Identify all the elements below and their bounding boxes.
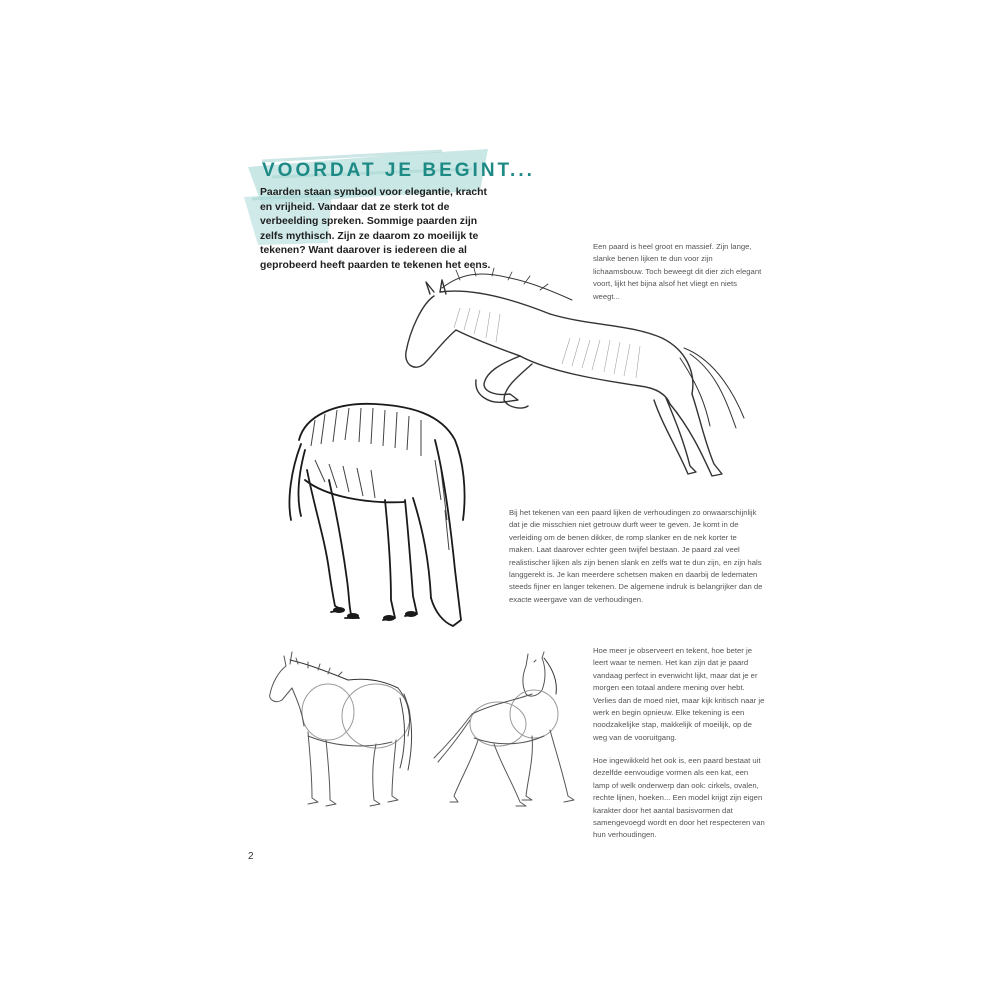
paragraph-size: Een paard is heel groot en massief. Zijn lange, slanke benen lijken te dun voor zijn lichaamsbouw. Toch beweegt dit dier zich elegant voort, lijkt het bijna alsof het vliegt en niets weegt... bbox=[593, 242, 762, 301]
paragraph-observe: Hoe meer je observeert en tekent, hoe beter je leert waar te nemen. Het kan zijn dat je paard vandaag perfect in evenwicht lijkt, maar dat je er morgen een totaal andere mening over hebt. Verlies dan de moed niet, maar kijk kritisch naar je werk en begin opnieuw. Elke tekening is een noodzakelijke stap, makkelijk of moeilijk, op de weg van de vooruitgang. bbox=[593, 646, 765, 742]
standing-horse-construction-sketch bbox=[268, 650, 416, 810]
intro-paragraph: Paarden staan symbool voor elegantie, kracht en vrijheid. Vandaar dat ze sterk tot de verbeelding spreken. Sommige paarden zijn zelfs mythisch. Zijn ze daarom zo moeilijk te tekenen? Want daarover is iedereen die al geprobeerd heeft paarden te tekenen het eens. bbox=[260, 187, 491, 271]
paragraph-basic-shapes: Hoe ingewikkeld het ook is, een paard bestaat uit dezelfde eenvoudige vormen als een kat, een lamp of welk onderwerp dan ook: cirkels, ovalen, rechte lijnen, hoeken... Een model krijgt zijn eigen karakter door het aantal basisvormen dat samengevoegd wordt en door het respecteren van hun verhoudingen. bbox=[593, 756, 765, 840]
page-heading: VOORDAT JE BEGINT... bbox=[262, 160, 535, 181]
paragraph-proportions: Bij het tekenen van een paard lijken de verhoudingen zo onwaarschijnlijk dat je die misschien niet getrouw durft weer te geven. Je komt in de verleiding om de benen dikker, de romp slanker en de nek korter te maken. Laat daarover echter geen twijfel bestaan. Je paard zal veel realistischer lijken als zijn benen slank en zelfs wat te dun zijn, en zijn hals langgerekt is. Je kan meerdere schetsen maken en daarbij de ledematen steeds fijner en langer tekenen. De algemene indruk is belangrijker dan de exacte weergave van de verhoudingen. bbox=[509, 508, 763, 604]
page-number: 2 bbox=[248, 851, 254, 862]
grazing-horse-illustration bbox=[285, 400, 480, 632]
trotting-horse-construction-sketch bbox=[432, 650, 577, 812]
